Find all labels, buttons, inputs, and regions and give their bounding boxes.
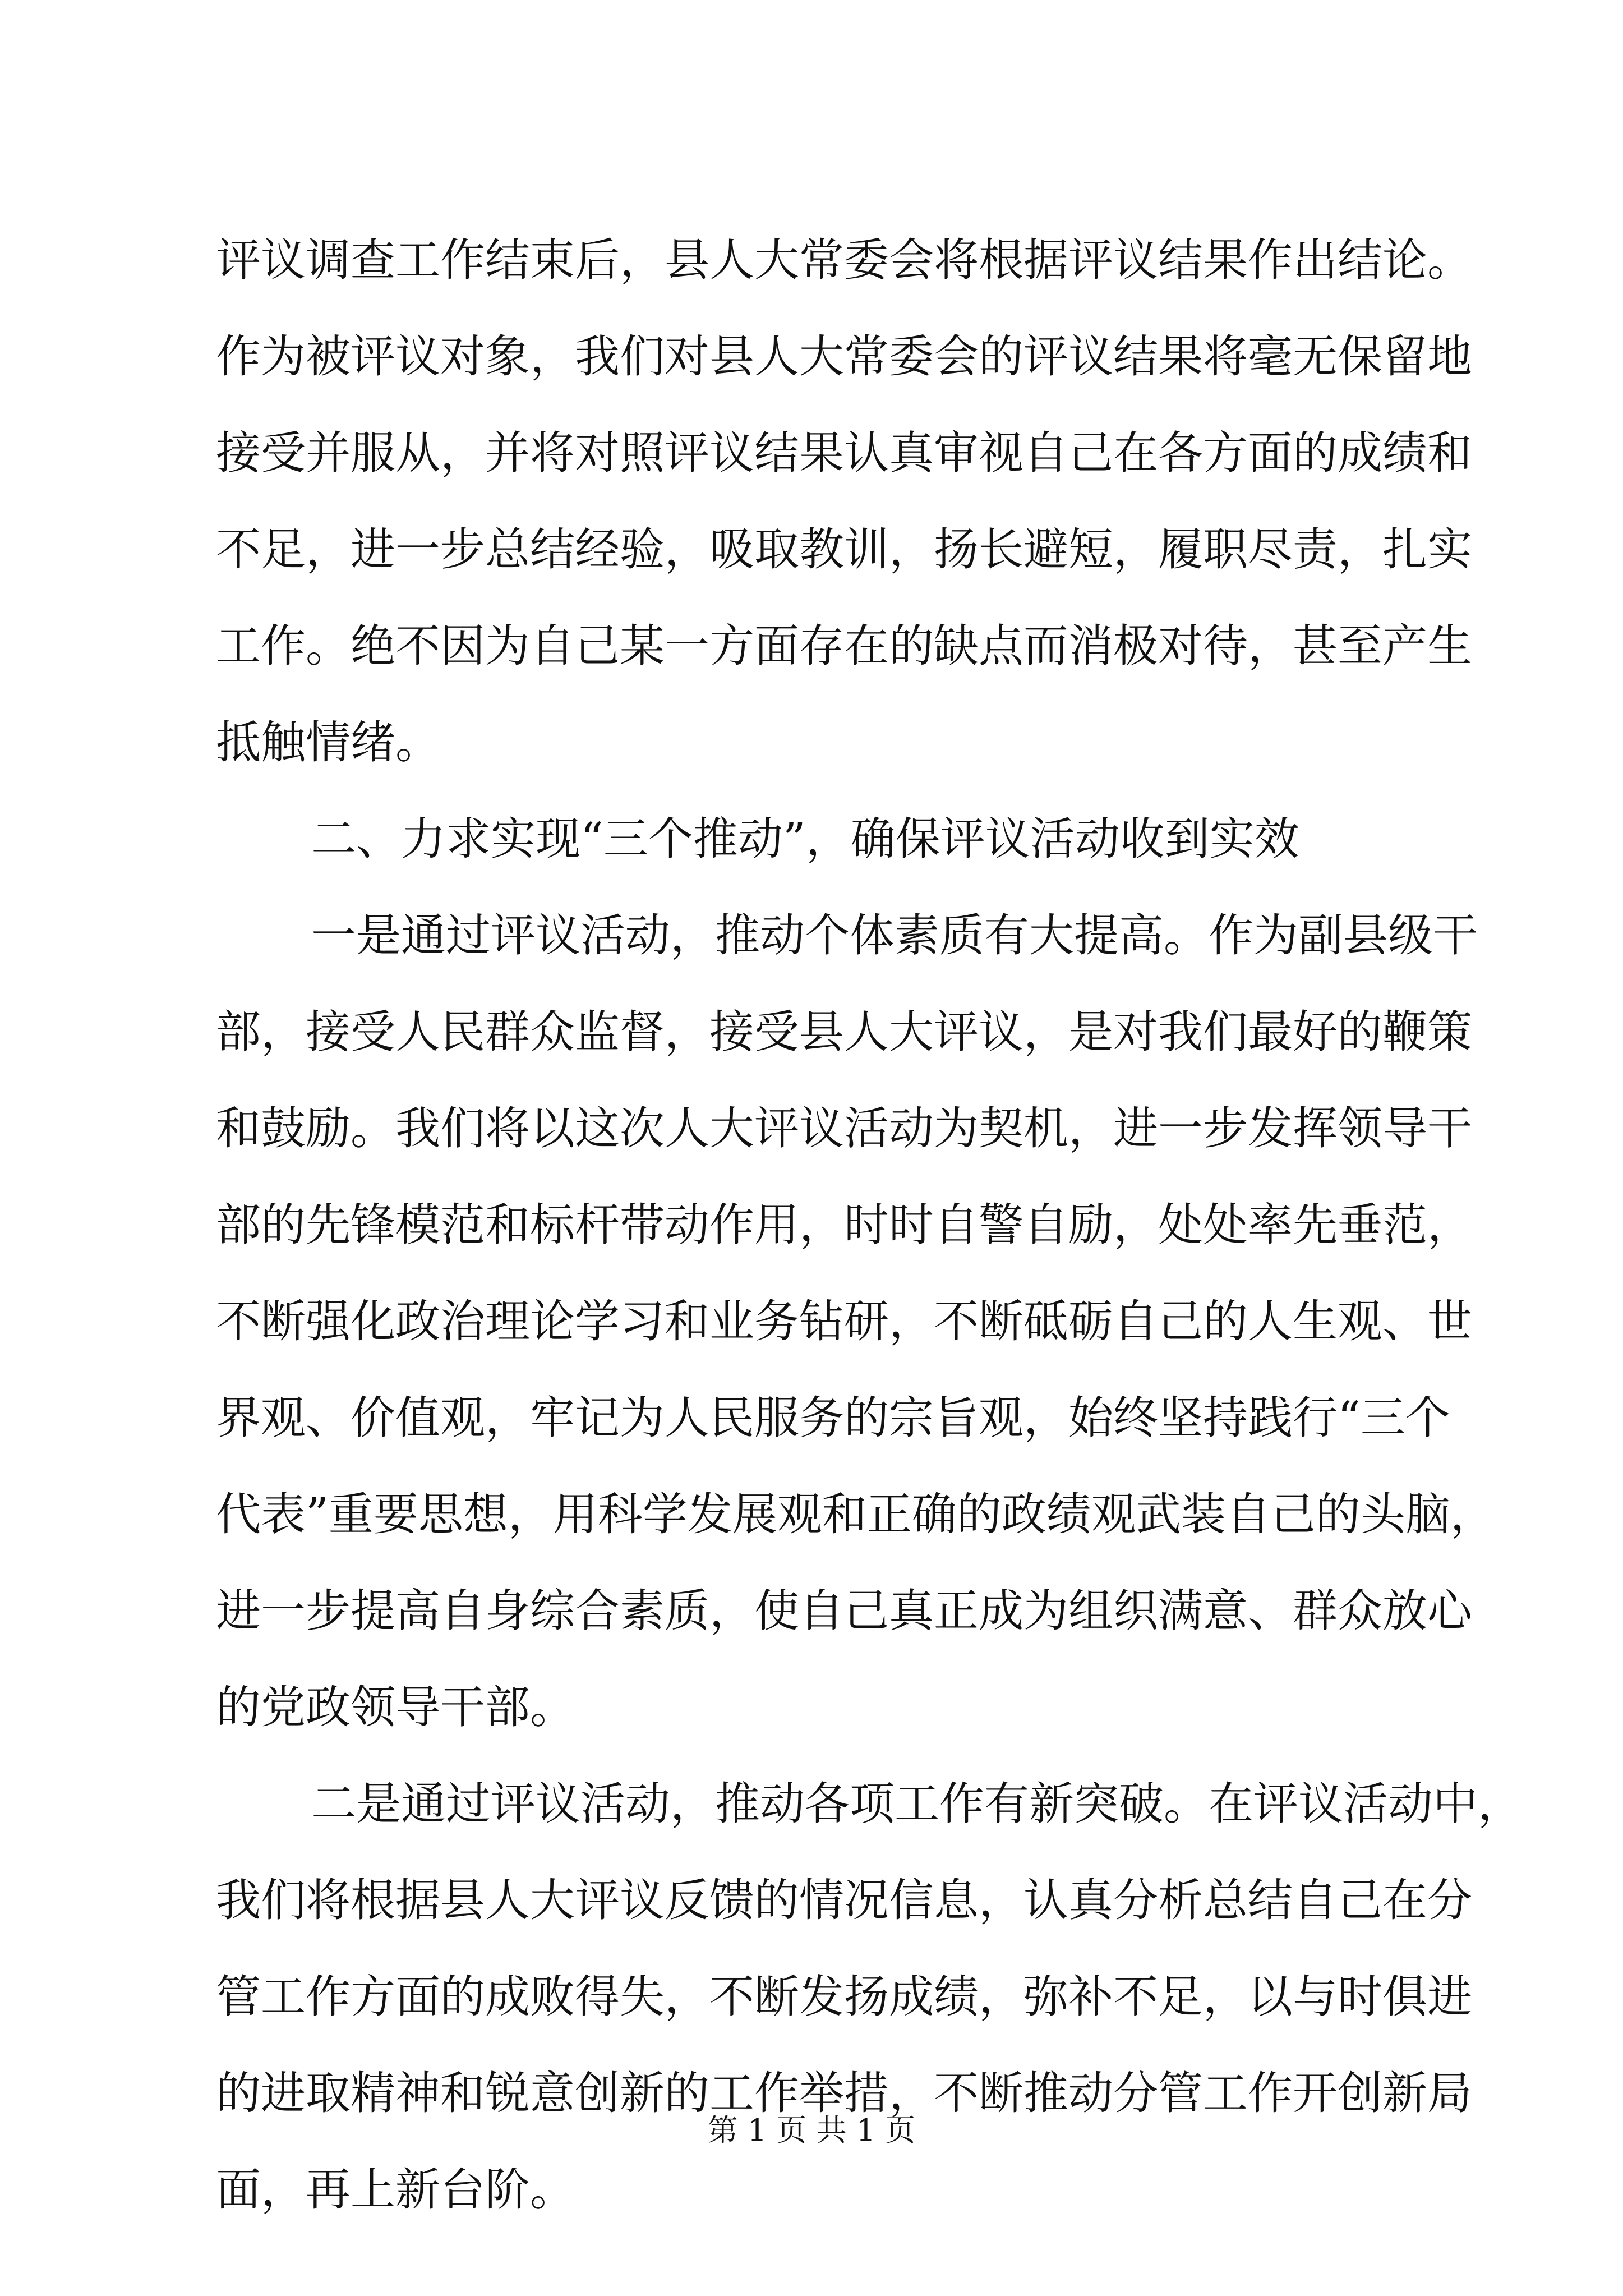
- paragraph-line: 工作。绝不因为自己某一方面存在的缺点而消极对待，甚至产生: [216, 620, 1472, 672]
- paragraph-line: 接受并服从，并将对照评议结果认真审视自己在各方面的成绩和: [216, 427, 1472, 479]
- paragraph-line: 界观、价值观，牢记为人民服务的宗旨观，始终坚持践行“三个: [216, 1392, 1450, 1444]
- paragraph-line: 管工作方面的成败得失，不断发扬成绩，弥补不足，以与时俱进: [216, 1971, 1472, 2023]
- paragraph-line: 的党政领导干部。: [216, 1681, 575, 1733]
- paragraph-line: 不足，进一步总结经验，吸取教训，扬长避短，履职尽责，扎实: [216, 523, 1472, 576]
- page-number-footer: 第 1 页 共 1 页: [707, 2113, 916, 2148]
- paragraph-line: 部的先锋模范和标杆带动作用，时时自警自励，处处率先垂范，: [216, 1199, 1472, 1251]
- section-heading: 二、力求实现“三个推动”，确保评议活动收到实效: [311, 813, 1299, 865]
- paragraph-line: 作为被评议对象，我们对县人大常委会的评议结果将毫无保留地: [216, 330, 1472, 383]
- paragraph-line: 进一步提高自身综合素质，使自己真正成为组织满意、群众放心: [216, 1585, 1472, 1637]
- paragraph-line: 和鼓励。我们将以这次人大评议活动为契机，进一步发挥领导干: [216, 1102, 1472, 1154]
- paragraph-line: 抵触情绪。: [216, 716, 440, 769]
- document-body: [216, 212, 1523, 2238]
- paragraph-line: 代表”重要思想，用科学发展观和正确的政绩观武装自己的头脑，: [216, 1488, 1495, 1540]
- paragraph-line: 的进取精神和锐意创新的工作举措，不断推动分管工作开创新局: [216, 2067, 1472, 2119]
- paragraph-line: 评议调查工作结束后，县人大常委会将根据评议结果作出结论。: [216, 234, 1472, 286]
- paragraph-line: 二是通过评议活动，推动各项工作有新突破。在评议活动中，: [311, 1778, 1523, 1830]
- paragraph-line: 部，接受人民群众监督，接受县人大评议，是对我们最好的鞭策: [216, 1006, 1472, 1058]
- paragraph-line: 不断强化政治理论学习和业务钻研，不断砥砺自己的人生观、世: [216, 1295, 1472, 1347]
- paragraph-line: 我们将根据县人大评议反馈的情况信息，认真分析总结自己在分: [216, 1874, 1472, 1926]
- paragraph-line: 面，再上新台阶。: [216, 2164, 575, 2216]
- paragraph-line: 一是通过评议活动，推动个体素质有大提高。作为副县级干: [311, 909, 1478, 961]
